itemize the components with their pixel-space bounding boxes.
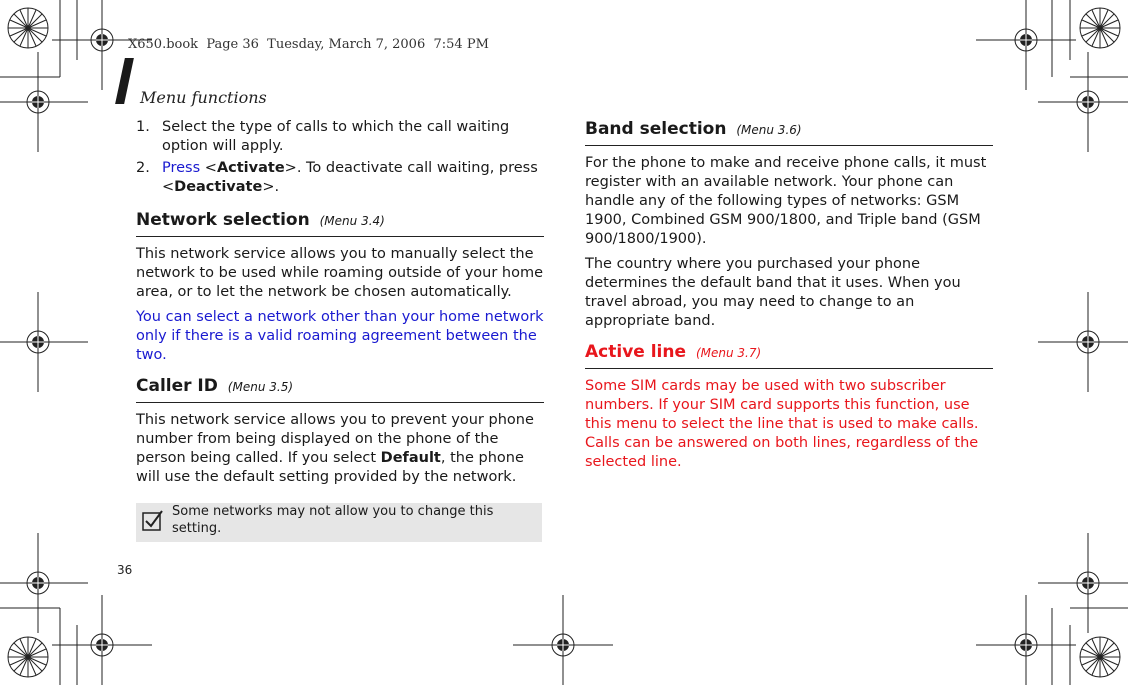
left-column <box>136 118 544 493</box>
section-title: Menu functions <box>140 88 267 107</box>
menu-ref: (Menu 3.4) <box>319 214 385 228</box>
registration-target-icon <box>513 595 613 685</box>
deactivate-key: Deactivate <box>174 179 263 195</box>
registration-target-icon <box>1038 292 1128 392</box>
right-column <box>585 118 993 478</box>
registration-target-icon <box>1038 533 1128 633</box>
step-text: >. To deactivate call waiting, press < <box>162 160 538 195</box>
step-number: 2. <box>136 160 150 176</box>
step-number: 1. <box>136 119 150 135</box>
activate-key: Activate <box>216 160 285 176</box>
body-text: This network service allows you to prevent your phone number from being displayed on the phone of the person being called. If you select <box>136 412 534 466</box>
registration-target-icon <box>976 0 1076 90</box>
list-item <box>136 118 544 156</box>
active-line-body: Some SIM cards may be used with two subscriber numbers. If your SIM card supports this function, use this menu to select the line that is used to make calls. Calls can be answered on both lines, regardless of the selected line. <box>585 378 979 470</box>
header-stamp: X650.book Page 36 Tuesday, March 7, 2006 7:54 PM <box>128 37 489 52</box>
checkmark-icon <box>142 509 164 531</box>
band-selection-heading <box>585 118 993 146</box>
page-number: 36 <box>117 563 133 577</box>
network-selection-note: You can select a network other than your home network only if there is a valid roaming agreement between the two. <box>136 309 544 363</box>
network-selection-body: This network service allows you to manually select the network to be used while roaming outside of your home area, or to let the network be chosen automatically. <box>136 246 544 300</box>
caller-id-heading <box>136 375 544 403</box>
registration-target-icon <box>0 52 88 152</box>
steps-list <box>136 118 544 197</box>
caller-id-body <box>136 411 544 487</box>
step-text: >. <box>262 179 280 195</box>
band-selection-body: For the phone to make and receive phone calls, it must register with an available network. Your phone can handle any of the following types of networks: GSM 1900, Combined GSM 900/1800, and Triple band (GSM 900/1800/1900). <box>585 155 987 247</box>
heading-text: Network selection <box>136 210 310 230</box>
note-text: Some networks may not allow you to change this setting. <box>172 504 494 536</box>
registration-target-icon <box>976 595 1076 685</box>
registration-target-icon <box>1038 52 1128 152</box>
network-selection-heading <box>136 209 544 237</box>
menu-ref: (Menu 3.5) <box>227 380 294 394</box>
list-item <box>136 159 544 197</box>
step-text: < <box>200 160 217 176</box>
band-selection-body-2: The country where you purchased your phone determines the default band that it uses. When you travel abroad, you may need to change to an appropriate band. <box>585 256 961 329</box>
heading-text: Active line <box>585 342 687 362</box>
note-box <box>136 503 542 542</box>
press-word: Press <box>162 160 201 176</box>
menu-ref: (Menu 3.6) <box>736 123 802 137</box>
heading-text: Caller ID <box>136 376 218 396</box>
body-text: , the phone will use the default setting provided by the network. <box>136 450 524 485</box>
registration-target-icon <box>0 292 88 392</box>
registration-target-icon <box>0 533 88 633</box>
menu-ref: (Menu 3.7) <box>695 346 762 360</box>
heading-text: Band selection <box>585 119 727 139</box>
registration-target-icon <box>52 595 152 685</box>
step-text: Select the type of calls to which the call waiting option will apply. <box>162 119 510 154</box>
default-keyword: Default <box>380 450 441 466</box>
active-line-heading <box>585 341 993 369</box>
